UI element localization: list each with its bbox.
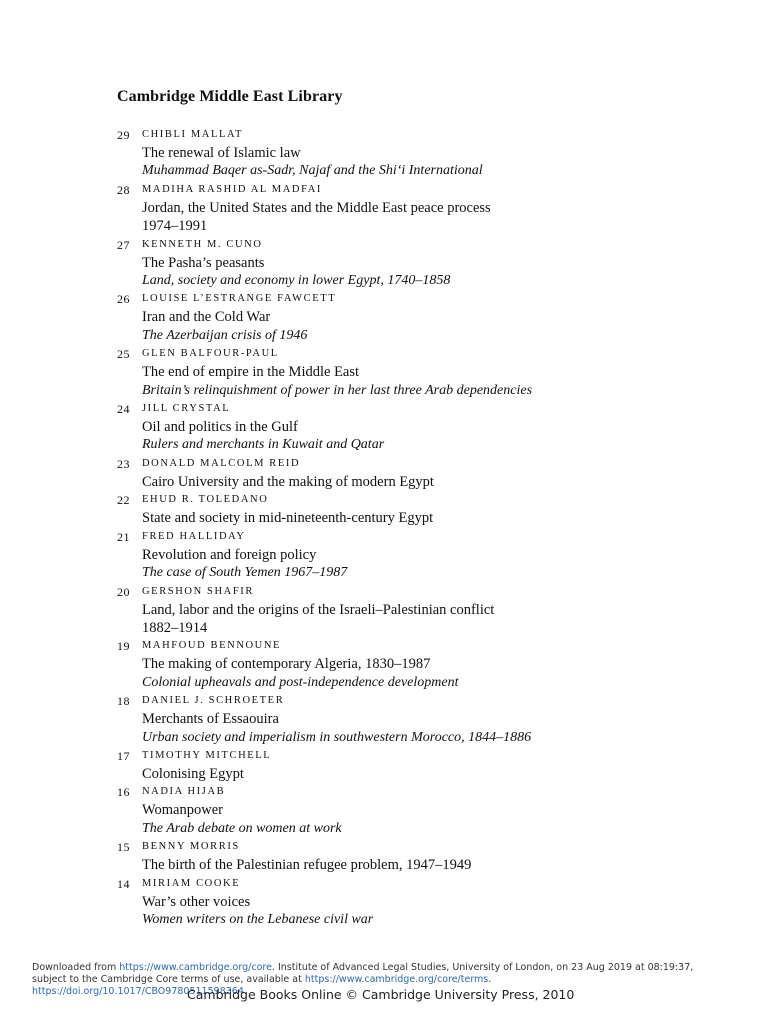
page-title: Cambridge Middle East Library — [117, 88, 343, 105]
core-link[interactable]: https://www.cambridge.org/core — [119, 962, 272, 973]
entry-author: TIMOTHY MITCHELL — [142, 749, 272, 761]
entry-number: 17 — [117, 748, 130, 763]
footer-downloaded-suffix: . Institute of Advanced Legal Studies, University of London, on 23 Aug 2019 at 08:19:37, — [271, 962, 694, 973]
entry-subtitle: Rulers and merchants in Kuwait and Qatar — [142, 437, 385, 453]
entry-title: The Pasha’s peasants — [142, 254, 265, 271]
entry-number: 25 — [117, 347, 130, 362]
entry-subtitle: Urban society and imperialism in southwestern Morocco, 1844–1886 — [142, 729, 532, 745]
entry-subtitle: Women writers on the Lebanese civil war — [142, 911, 374, 927]
footer-line-terms — [32, 974, 752, 986]
entry-title: The end of empire in the Middle East — [142, 364, 360, 381]
entry-number: 14 — [117, 876, 130, 891]
entry-title: The renewal of Islamic law — [142, 145, 301, 161]
series-entry — [117, 637, 737, 692]
series-entry — [117, 400, 737, 455]
entry-number: 29 — [117, 128, 130, 142]
entry-number: 20 — [117, 584, 130, 599]
doi-link[interactable]: https://doi.org/10.1017/CBO9780511598364 — [32, 986, 244, 997]
entry-author: FRED HALLIDAY — [142, 530, 246, 542]
series-entry — [117, 783, 737, 838]
entry-title: Revolution and foreign policy — [142, 546, 317, 563]
series-entry — [117, 747, 737, 783]
terms-link[interactable]: https://www.cambridge.org/core/terms — [304, 974, 489, 985]
entry-author: DANIEL J. SCHROETER — [142, 695, 285, 707]
entry-number: 24 — [117, 402, 130, 417]
entry-author: BENNY MORRIS — [142, 841, 240, 853]
series-entry — [117, 126, 737, 181]
series-entry — [117, 491, 737, 527]
entry-number: 21 — [117, 529, 130, 544]
entry-author: GLEN BALFOUR-PAUL — [142, 348, 279, 360]
entry-number: 26 — [117, 292, 130, 307]
entry-author: DONALD MALCOLM REID — [142, 457, 301, 469]
entry-title: 1882–1914 — [142, 619, 208, 636]
series-list — [117, 126, 737, 929]
entry-number: 15 — [117, 840, 130, 855]
entry-title: Oil and politics in the Gulf — [142, 419, 298, 436]
entry-author: NADIA HIJAB — [142, 786, 226, 798]
entry-title: Jordan, the United States and the Middle East peace process — [142, 199, 491, 216]
series-entry — [117, 528, 737, 583]
entry-number: 28 — [117, 182, 130, 197]
entry-subtitle: Land, society and economy in lower Egypt, 1740–1858 — [142, 273, 451, 289]
entry-subtitle: The case of South Yemen 1967–1987 — [142, 565, 348, 581]
entry-title: Womanpower — [142, 802, 223, 819]
footer-terms-prefix: subject to the Cambridge Core terms of use, available at — [32, 974, 305, 985]
entry-author: LOUISE L’ESTRANGE FAWCETT — [142, 293, 337, 305]
entry-title: Cairo University and the making of modern Egypt — [142, 473, 434, 490]
entry-author: MAHFOUD BENNOUNE — [142, 640, 282, 652]
entry-author: KENNETH M. CUNO — [142, 238, 263, 250]
entry-subtitle: Britain’s relinquishment of power in her last three Arab dependencies — [142, 382, 533, 398]
entry-number: 18 — [117, 694, 130, 709]
series-entry — [117, 875, 737, 930]
entry-number: 22 — [117, 493, 130, 508]
entry-title: The birth of the Palestinian refugee problem, 1947–1949 — [142, 857, 472, 874]
entry-author: GERSHON SHAFIR — [142, 585, 254, 597]
entry-title: 1974–1991 — [142, 218, 208, 235]
entry-author: JILL CRYSTAL — [142, 403, 231, 415]
entry-title: Merchants of Essaouira — [142, 711, 279, 728]
footer-downloaded-prefix: Downloaded from — [32, 962, 120, 973]
entry-title: Colonising Egypt — [142, 765, 244, 782]
entry-number: 23 — [117, 456, 130, 471]
entry-author: MIRIAM COOKE — [142, 877, 241, 889]
entry-title: War’s other voices — [142, 893, 251, 910]
entry-title: Iran and the Cold War — [142, 309, 271, 326]
series-entry — [117, 290, 737, 345]
entry-author: EHUD R. TOLEDANO — [142, 494, 269, 506]
entry-subtitle: The Azerbaijan crisis of 1946 — [142, 327, 308, 343]
footer-terms-suffix: . — [488, 974, 492, 985]
entry-subtitle: Colonial upheavals and post-independence development — [142, 674, 459, 690]
entry-author: CHIBLI MALLAT — [142, 129, 244, 140]
entry-author: MADIHA RASHID AL MADFAI — [142, 183, 323, 195]
series-entry — [117, 838, 737, 874]
entry-title: State and society in mid-nineteenth-century Egypt — [142, 510, 434, 527]
entry-number: 27 — [117, 237, 130, 252]
entry-subtitle: The Arab debate on women at work — [142, 820, 342, 836]
entry-number: 16 — [117, 785, 130, 800]
series-entry — [117, 236, 737, 291]
series-entry — [117, 181, 737, 236]
series-entry — [117, 345, 737, 400]
entry-title: The making of contemporary Algeria, 1830–1987 — [142, 656, 431, 673]
series-entry — [117, 455, 737, 491]
series-entry — [117, 692, 737, 747]
entry-title: Land, labor and the origins of the Israeli–Palestinian conflict — [142, 601, 495, 618]
entry-subtitle: Muhammad Baqer as-Sadr, Najaf and the Shi‘i International — [142, 163, 483, 179]
series-entry — [117, 583, 737, 638]
entry-number: 19 — [117, 639, 130, 654]
footer-line-downloaded — [32, 962, 752, 974]
cambridge-books-online-notice: Cambridge Books Online © Cambridge University Press, 2010 — [187, 987, 575, 1002]
